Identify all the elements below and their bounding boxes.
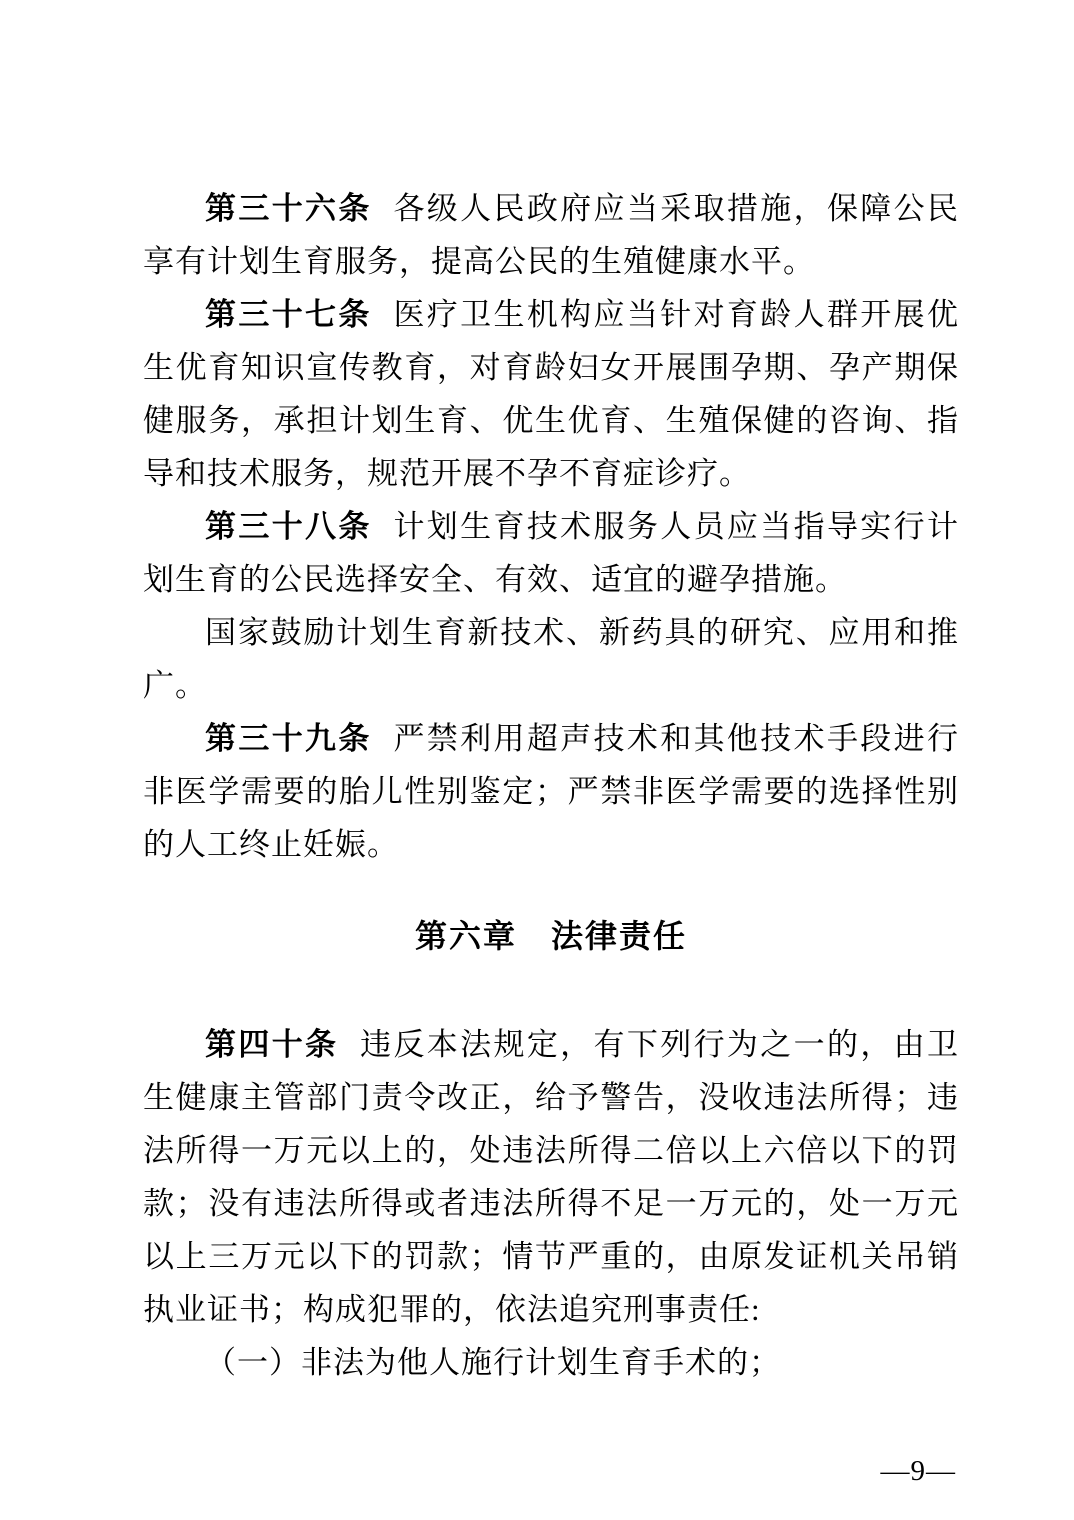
article-text: 医疗卫生机构应当针对育龄人群开展优生优育知识宣传教育，对育龄妇女开展围孕期、孕产期保健服务，承担计划生育、优生优育、生殖保健的咨询、指导和技术服务，规范开展不孕不育症诊疗。 [143,297,960,491]
article-number: 第三十九条 [205,721,372,756]
list-item-text: （一）非法为他人施行计划生育手术的； [205,1345,781,1380]
article-number: 第四十条 [205,1027,339,1062]
article-text: 计划生育技术服务人员应当指导实行计划生育的公民选择安全、有效、适宜的避孕措施。 [143,509,960,597]
article-number: 第三十八条 [205,509,372,544]
article-paragraph [143,182,959,288]
page-number: —9— [880,1455,956,1487]
article-paragraph [143,288,959,500]
paragraph-text: 国家鼓励计划生育新技术、新药具的研究、应用和推广。 [143,615,959,703]
text-block [143,182,959,1389]
article-number: 第三十七条 [205,297,372,332]
article-number: 第三十六条 [205,191,372,226]
article-paragraph [143,1018,959,1336]
article-paragraph [143,500,959,606]
article-text: 违反本法规定，有下列行为之一的，由卫生健康主管部门责令改正，给予警告，没收违法所得；违法所得一万元以上的，处违法所得二倍以上六倍以下的罚款；没有违法所得或者违法所得不足一万元的，处一万元以上三万元以下的罚款；情节严重的，由原发证机关吊销执业证书；构成犯罪的，依法追究刑事责任: [143,1027,960,1327]
list-item-paragraph [143,1336,959,1389]
chapter-heading: 第六章 法律责任 [414,918,687,954]
article-text: 各级人民政府应当采取措施，保障公民享有计划生育服务，提高公民的生殖健康水平。 [143,191,960,279]
article-text: 严禁利用超声技术和其他技术手段进行非医学需要的胎儿性别鉴定；严禁非医学需要的选择性别的人工终止妊娠。 [143,721,960,862]
article-paragraph [143,712,959,871]
plain-paragraph [143,606,959,712]
